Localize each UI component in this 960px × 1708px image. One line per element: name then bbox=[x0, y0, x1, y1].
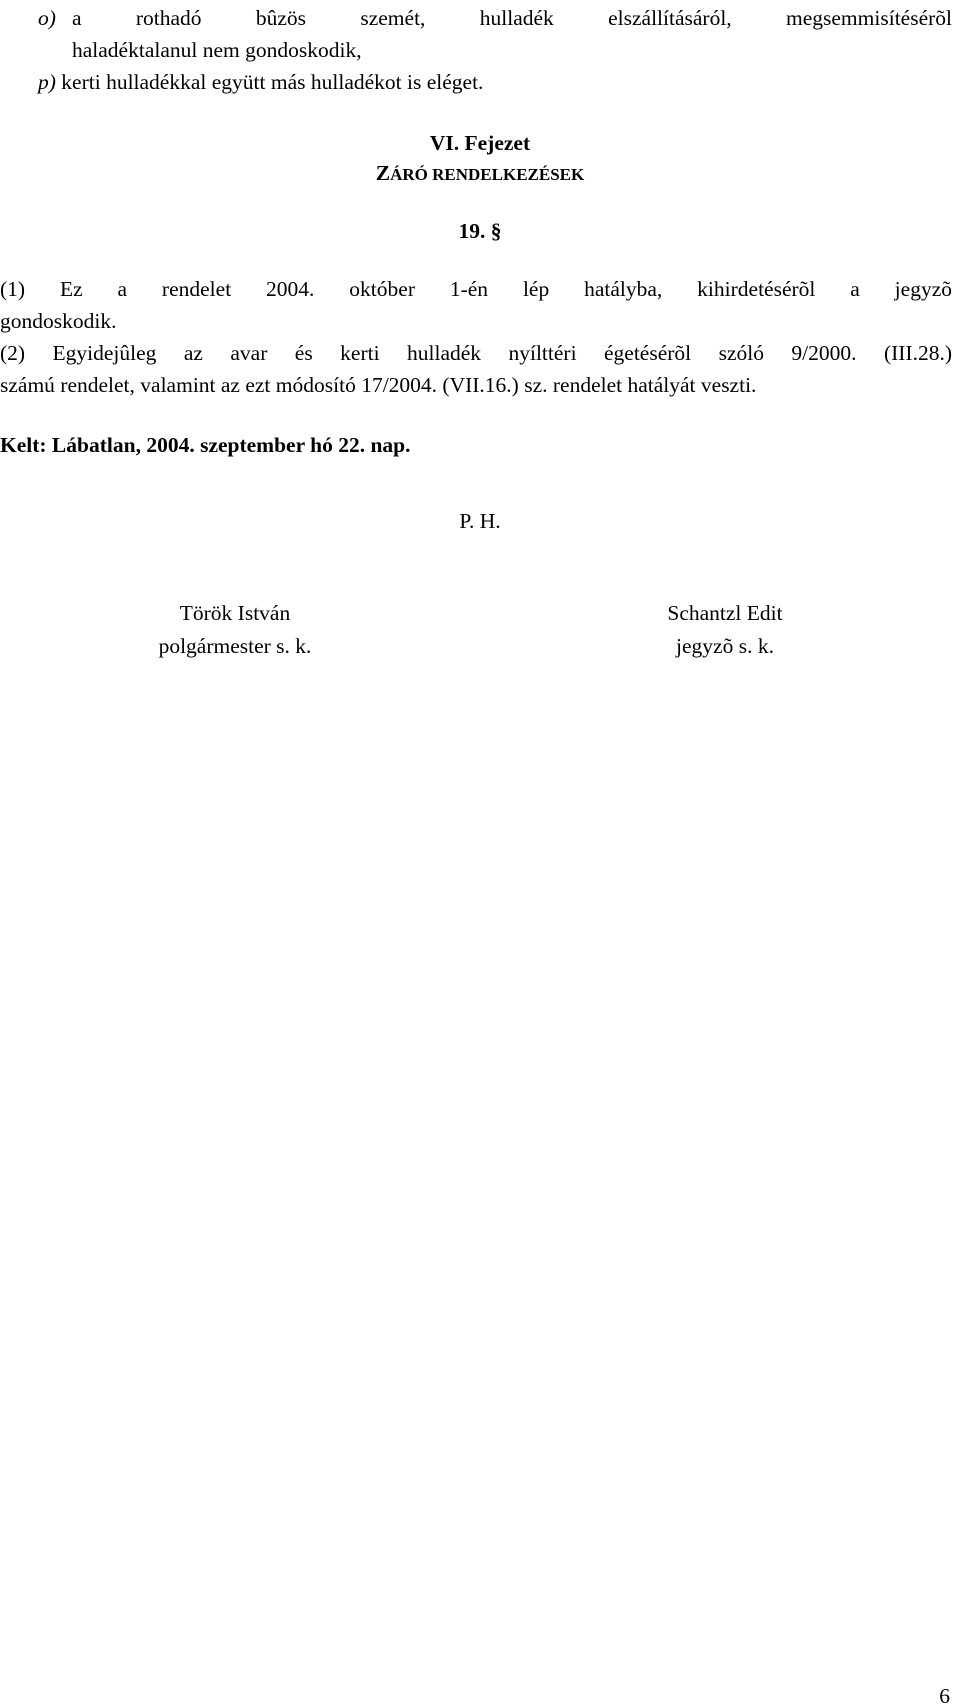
item-p-marker: p) bbox=[38, 70, 56, 94]
item-p bbox=[38, 72, 483, 94]
item-p-text: kerti hulladékkal együtt más hulladékot is eléget. bbox=[61, 70, 484, 94]
section-number: 19. § bbox=[458, 219, 502, 243]
signature-mayor bbox=[100, 603, 370, 657]
signature-notary-name: Schantzl Edit bbox=[667, 601, 783, 625]
paragraph-1-line2: gondoskodik. bbox=[0, 309, 117, 333]
paragraph-2-line1: (2) Egyidejûleg az avar és kerti hulladék nyílttéri égetésérõl szóló 9/2000. (III.28.) bbox=[0, 341, 952, 365]
signature-notary bbox=[590, 603, 860, 657]
item-o-line2: haladéktalanul nem gondoskodik, bbox=[72, 38, 362, 62]
signature-mayor-role: polgármester s. k. bbox=[158, 633, 312, 658]
item-o-marker: o) bbox=[38, 6, 56, 30]
signature-notary-role: jegyzõ s. k. bbox=[676, 633, 774, 658]
chapter-title-rest: ÁRÓ RENDELKEZÉSEK bbox=[390, 165, 585, 184]
paragraph-2-line2: számú rendelet, valamint az ezt módosító 17/2004. (VII.16.) sz. rendelet hatályát veszti. bbox=[0, 373, 757, 397]
signature-mayor-name: Török István bbox=[179, 601, 291, 625]
page-number: 6 bbox=[939, 1684, 950, 1708]
chapter-title-initial: Z bbox=[375, 161, 391, 185]
ph-seal-text: P. H. bbox=[459, 509, 501, 533]
chapter-title bbox=[0, 163, 960, 185]
paragraph-1-line1: (1) Ez a rendelet 2004. október 1-én lép hatályba, kihirdetésérõl a jegyzõ bbox=[0, 277, 952, 301]
dated-line: Kelt: Lábatlan, 2004. szeptember hó 22. nap. bbox=[0, 433, 411, 457]
item-o-line1: a rothadó bûzös szemét, hulladék elszállításáról, megsemmisítésérõl bbox=[72, 6, 952, 30]
chapter-number: VI. Fejezet bbox=[429, 131, 531, 155]
